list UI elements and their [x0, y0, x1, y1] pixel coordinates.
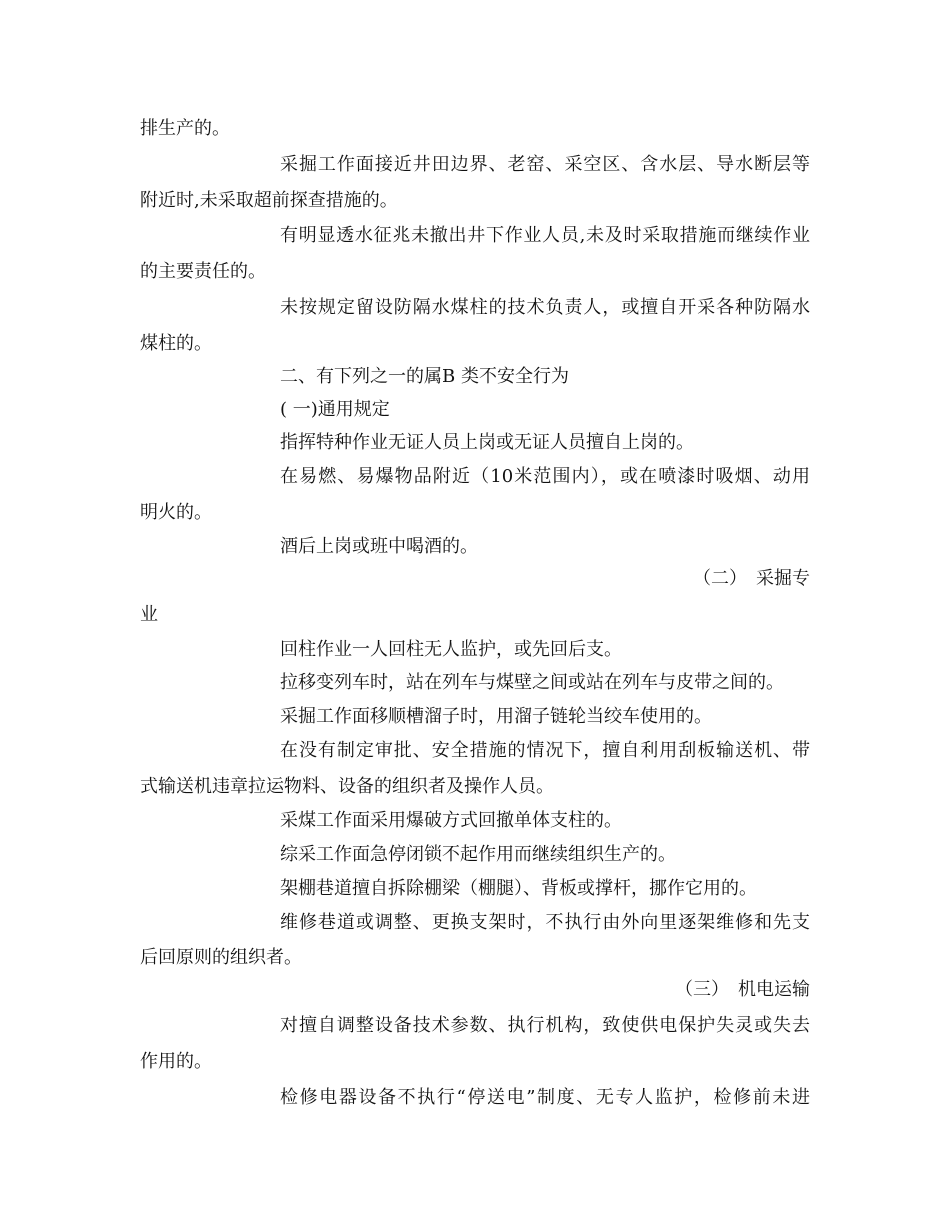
- text-line: 采掘工作面接近井田边界、老窑、采空区、含水层、导水断层等: [280, 154, 810, 175]
- text-line: 采煤工作面采用爆破方式回撤单体支柱的。: [280, 810, 622, 831]
- text-line: 在没有制定审批、安全措施的情况下，擅自利用刮板输送机、带: [280, 740, 810, 761]
- text-line: 指挥特种作业无证人员上岗或无证人员擅自上岗的。: [280, 432, 694, 453]
- text-line: 维修巷道或调整、更换支架时，不执行由外向里逐架维修和先支: [280, 912, 810, 933]
- text-line: 后回原则的组织者。: [140, 947, 302, 968]
- text-line: 煤柱的。: [140, 333, 212, 354]
- text-line: 架棚巷道擅自拆除棚梁（棚腿）、背板或撑杆，挪作它用的。: [280, 878, 757, 899]
- text-line: 拉移变列车时，站在列车与煤壁之间或站在列车与皮带之间的。: [280, 672, 784, 693]
- section-heading: 二、有下列之一的属B 类不安全行为: [280, 366, 569, 387]
- text-line: 作用的。: [140, 1051, 212, 1072]
- subsection-heading-continued: 业: [140, 604, 158, 625]
- text-line: 式输送机违章拉运物料、设备的组织者及操作人员。: [140, 776, 554, 797]
- text-line: 在易燃、易爆物品附近（10米范围内），或在喷漆时吸烟、动用: [280, 466, 810, 487]
- subsection-heading: （二） 采掘专: [693, 568, 810, 589]
- subsection-heading: （三） 机电运输: [675, 979, 810, 1000]
- text-line: 排生产的。: [140, 118, 230, 139]
- text-line: 酒后上岗或班中喝酒的。: [280, 536, 478, 557]
- text-line: 综采工作面急停闭锁不起作用而继续组织生产的。: [280, 844, 676, 865]
- text-line: 回柱作业一人回柱无人监护，或先回后支。: [280, 639, 622, 660]
- text-line: 对擅自调整设备技术参数、执行机构，致使供电保护失灵或失去: [280, 1015, 810, 1036]
- subsection-heading: ( 一)通用规定: [280, 399, 390, 420]
- text-line: 附近时,未采取超前探查措施的。: [140, 190, 398, 211]
- text-line: 检修电器设备不执行“停送电”制度、无专人监护，检修前未进: [280, 1087, 810, 1108]
- text-line: 有明显透水征兆未撤出井下作业人员,未及时采取措施而继续作业: [280, 225, 810, 246]
- text-line: 明火的。: [140, 502, 212, 523]
- text-line: 未按规定留设防隔水煤柱的技术负责人，或擅自开采各种防隔水: [280, 297, 810, 318]
- text-line: 的主要责任的。: [140, 261, 266, 282]
- text-line: 采掘工作面移顺槽溜子时，用溜子链轮当绞车使用的。: [280, 706, 712, 727]
